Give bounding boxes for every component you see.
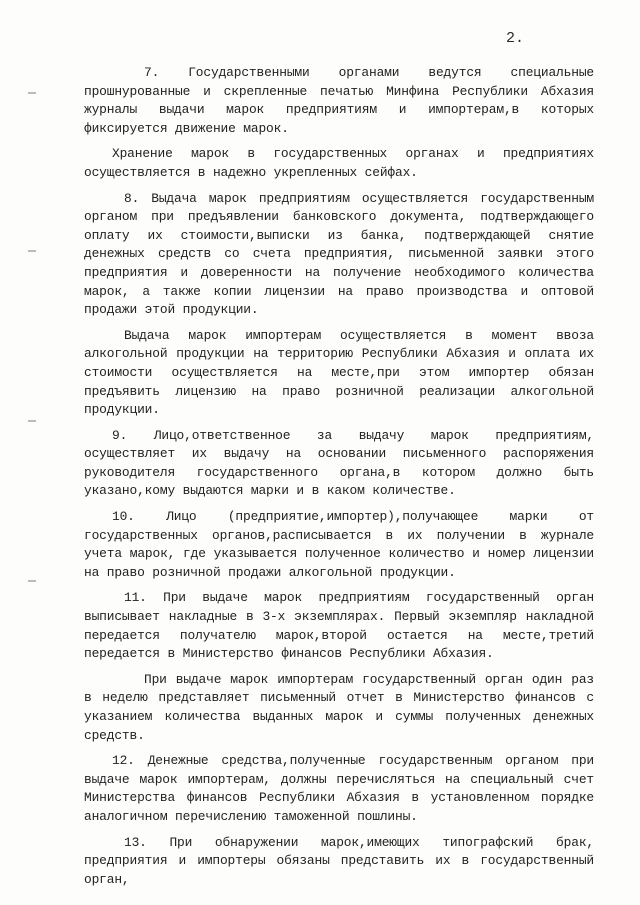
paragraph-12: 12. Денежные средства,полученные государственным органом при выдаче марок импортерам, должны перечисляться на специальный счет Министерства финансов Республики Абхазия в установленном порядке аналогичном перечислению таможенной пошлины. <box>84 753 594 824</box>
margin-mark <box>28 580 36 582</box>
paragraph-10: 10. Лицо (предприятие,импортер),получающее марки от государственных органов,расписывается в их получении в журнале учета марок, где указывается полученное количество и номер лицензии на право розничной продажи алкогольной продукции. <box>84 509 594 580</box>
paragraph-storage: Хранение марок в государственных органах и предприятиях осуществляется в надежно укрепленных сейфах. <box>84 146 594 180</box>
paragraph-7: 7. Государственными органами ведутся специальные прошнурованные и скрепленные печатью Минфина Республики Абхазия журналы выдачи марок предприятиям и импортерам,в которых фиксируется движение марок. <box>84 65 594 136</box>
margin-mark <box>28 92 36 94</box>
paragraph-9: 9. Лицо,ответственное за выдачу марок предприятиям, осуществляет их выдачу на основании письменного распоряжения руководителя государственного органа,в котором должно быть указано,кому выдаются марки и в каком количестве. <box>84 427 594 499</box>
margin-mark <box>28 250 36 252</box>
margin-mark <box>28 420 36 422</box>
paragraph-11: 11. При выдаче марок предприятиям государственный орган выписывает накладные в 3-х экземплярах. Первый экземпляр накладной передается получателю марок,второй остается на месте,третий передается в Министерство финансов Республики Абхазия. <box>84 590 594 662</box>
paragraph-13: 13. При обнаружении марок,имеющих типографский брак, предприятия и импортеры обязаны представить их в государственный орган, <box>84 834 594 887</box>
paragraph-importers-issuance: Выдача марок импортерам осуществляется в момент ввоза алкогольной продукции на территорию Республики Абхазия и оплата их стоимости осуществляется на месте,при этом импортер обязан предъявить лицензию на право розничной реализации алкогольной продукции. <box>84 327 594 418</box>
paragraph-8: 8. Выдача марок предприятиям осуществляется государственным органом при предъявлении банковского документа, подтверждающего оплату их стоимости,выписки из банка, подтверждающей снятие денежных средств со счета предприятия, письменной заявки этого предприятия и доверенности на получение необходимого количества марок, а также копии лицензии на право производства и оптовой продажи этой продукции. <box>84 190 594 318</box>
paragraph-weekly-report: При выдаче марок импортерам государственный орган один раз в неделю представляет письменный отчет в Министерство финансов с указанием количества выданных марок и суммы полученных денежных средств. <box>84 671 594 743</box>
page-number: 2. <box>506 30 525 47</box>
document-body <box>84 64 594 896</box>
